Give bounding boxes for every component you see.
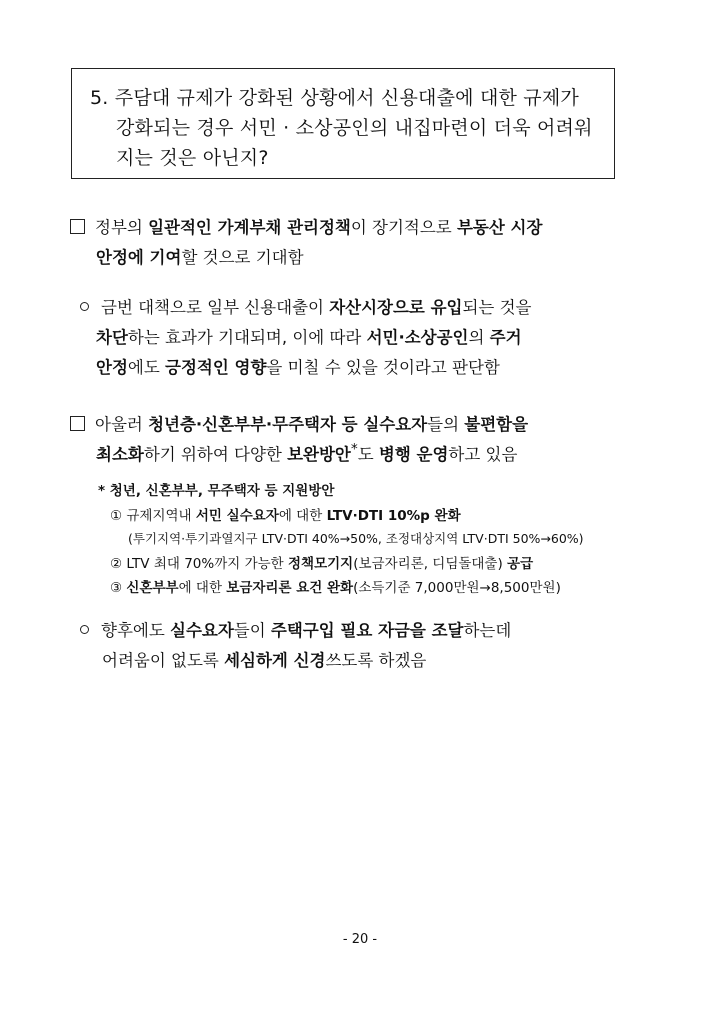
section2-line-2: [96, 441, 517, 465]
text: 에 대한: [178, 580, 227, 596]
text: 하고 있음: [448, 445, 518, 464]
question-line-2: 강화되는 경우 서민 · 소상공인의 내집마련이 더욱 어려워: [116, 117, 593, 139]
emphasis: 일관적인 가계부채 관리정책: [148, 218, 351, 237]
emphasis: 보금자리론 요건 완화: [226, 580, 354, 596]
text: 에 대한: [278, 508, 327, 524]
text: ② LTV 최대 70%까지 가능한: [110, 556, 288, 572]
text: 어려움이 없도록: [102, 651, 225, 670]
question-line-3: 지는 것은 아닌지?: [116, 147, 269, 169]
text: 하는데: [463, 621, 512, 640]
text: 에도: [127, 358, 166, 377]
emphasis: LTV·DTI 10%p 완화: [326, 508, 461, 524]
emphasis: 자산시장으로 유입: [329, 298, 463, 317]
emphasis: 긍정적인 영향: [165, 358, 267, 377]
text: 들의: [427, 415, 465, 434]
text: 쓰도록 하겠음: [325, 651, 427, 670]
note-item-2: [110, 552, 533, 572]
note-item-3: [110, 576, 561, 596]
text: 하기 위하여 다양한: [143, 445, 288, 464]
section1-line-2: [96, 244, 304, 268]
point2-line-1: [80, 617, 511, 641]
question-box: [71, 68, 615, 179]
circle-bullet-icon: [80, 302, 89, 311]
emphasis: 차단: [96, 328, 128, 347]
emphasis: 주택구입 필요 자금을 조달: [270, 621, 464, 640]
point1-line-1: [80, 294, 531, 318]
emphasis: 부동산 시장: [456, 218, 543, 237]
emphasis: 서민 실수요자: [195, 508, 279, 524]
text: ① 규제지역내: [110, 508, 196, 524]
emphasis: 신혼부부: [126, 580, 179, 596]
point2-line-2: [102, 647, 426, 671]
square-bullet-icon: [70, 416, 85, 431]
emphasis: 안정에 기여: [96, 248, 182, 267]
emphasis: 청년층·신혼부부·무주택자 등 실수요자: [148, 415, 428, 434]
section2-line-1: [70, 411, 528, 435]
circle-bullet-icon: [80, 625, 89, 634]
text: (보금자리론, 디딤돌대출): [353, 556, 508, 572]
square-bullet-icon: [70, 219, 85, 234]
text: 할 것으로 기대함: [181, 248, 304, 267]
emphasis: 최소화: [96, 445, 144, 464]
emphasis: 공급: [507, 556, 534, 572]
text: (소득기준 7,000만원→8,500만원): [353, 580, 561, 596]
text: 금번 대책으로 일부 신용대출이: [101, 298, 330, 317]
text: 의: [468, 328, 490, 347]
emphasis: 세심하게 신경: [224, 651, 326, 670]
text: 향후에도: [101, 621, 171, 640]
text: 하는 효과가 기대되며, 이에 따라: [127, 328, 367, 347]
note-item-1-detail: (투기지역·투기과열지구 LTV·DTI 40%→50%, 조정대상지역 LTV·DTI 50%→60%): [128, 531, 584, 546]
text: 아울러: [95, 415, 149, 434]
emphasis: 주거: [489, 328, 522, 347]
emphasis: 안정: [96, 358, 128, 377]
text: 들이: [233, 621, 271, 640]
emphasis: 불편함을: [464, 415, 529, 434]
text: 이 장기적으로: [350, 218, 457, 237]
text: 되는 것을: [462, 298, 532, 317]
emphasis: 서민·소상공인: [366, 328, 469, 347]
text: 을 미칠 수 있을 것이라고 판단함: [266, 358, 500, 377]
question-line-1: 5. 주담대 규제가 강화된 상황에서 신용대출에 대한 규제가: [90, 87, 579, 109]
text: 도: [357, 445, 379, 464]
point1-line-2: [96, 324, 522, 348]
point1-line-3: [96, 354, 500, 378]
page-number: - 20 -: [342, 932, 378, 947]
footnote-marker: *: [350, 441, 358, 458]
emphasis: 보완방안: [287, 445, 351, 464]
note-item-1: [110, 504, 461, 524]
emphasis: 실수요자: [170, 621, 234, 640]
text: ③: [110, 580, 127, 596]
emphasis: 정책모기지: [288, 556, 354, 572]
section1-line-1: [70, 214, 542, 238]
emphasis: 병행 운영: [378, 445, 449, 464]
note-title: * 청년, 신혼부부, 무주택자 등 지원방안: [98, 483, 335, 499]
text: 정부의: [95, 218, 149, 237]
